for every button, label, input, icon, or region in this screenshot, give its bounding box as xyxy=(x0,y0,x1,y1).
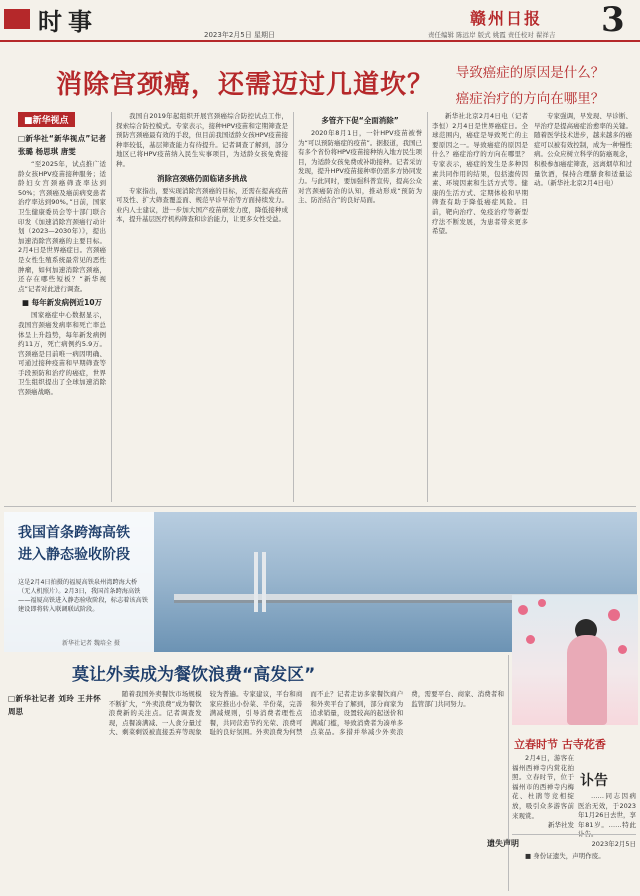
spring-credit: 新华社发 xyxy=(548,821,574,830)
lead-column-5 xyxy=(534,112,632,502)
feature-body xyxy=(8,690,504,890)
photo-credit: 新华社记者 魏培全 摄 xyxy=(62,640,120,647)
lead-paragraph-7: 专家强调，早发现、早诊断、早治疗是提高癌症治愈率的关键。随着医学技术进步，越来越多的癌症可以被有效控制，成为一种慢性病。公众应树立科学的防癌观念，积极参加癌症筛查，远离烟草和过量饮酒，保持合理膳食和适量运动。（新华社北京2月4日电） xyxy=(534,112,632,188)
lead-paragraph-2: 国家癌症中心数据显示，我国宫颈癌发病率和死亡率总体呈上升趋势，每年新发病例约11万，死亡病例约5.9万。宫颈癌是目前唯一病因明确、可通过接种疫苗和早期筛查等手段预防和治疗的癌症，世界卫生组织提出了全球加速消除宫颈癌战略。 xyxy=(18,311,106,397)
column-divider xyxy=(293,112,294,502)
column-divider xyxy=(111,112,112,502)
lead-paragraph-6: 新华社北京2月4日电（记者李恒）2月4日是世界癌症日。全球范围内，癌症是导致死亡的主要原因之一。导致癌症的原因是什么？癌症治疗的方向在哪里？专家表示，癌症的发生是多种因素共同作用的结果，包括遗传因素、环境因素和生活方式等。健康的生活方式、定期体检和早期筛查有助于降低癌症风险。目前，靶向治疗、免疫治疗等新型疗法不断发展，为患者带来更多希望。 xyxy=(432,112,528,236)
side-headline xyxy=(430,60,630,112)
spring-photo xyxy=(512,595,638,725)
lead-subhead-2: 消除宫颈癌仍面临诸多挑战 xyxy=(157,173,247,183)
blossom xyxy=(618,645,627,654)
lead-paragraph-3: 我国自2019年起组织开展宫颈癌综合防控试点工作，探索综合防控模式。专家表示，接种HPV疫苗和定期筛查是预防宫颈癌最有效的手段，但目前我国适龄女孩HPV疫苗接种率较低，基层筛查能力有待提升。记者调查了解到，部分地区已将HPV疫苗纳入民生实事项目，为适龄女孩免费接种。 xyxy=(116,112,288,168)
section-divider xyxy=(4,506,636,507)
notice-text: ■ 身份证遗失，声明作废。 xyxy=(525,852,605,860)
lead-paragraph-5: 2020年8月1日，一针HPV疫苗被誉为“可以预防癌症的疫苗”。据报道，我国已有多个省份将HPV疫苗接种纳入地方民生项目，为适龄女孩免费或补助接种。记者采访发现，提升HPV疫苗接种率仍需多方协同发力。与此同时，要加强科普宣传，提高公众对宫颈癌防治的认知，推动形成“预防为主、防治结合”的良好局面。 xyxy=(298,129,422,205)
bridge-tower xyxy=(262,552,266,612)
side-headline-line1: 导致癌症的原因是什么？ xyxy=(455,65,605,81)
spring-headline: 立春时节 古寺花香 xyxy=(514,738,606,751)
spring-caption-block xyxy=(512,754,574,844)
lead-subhead-1: ■ 每年新发病例近10万 xyxy=(21,298,103,308)
photo-headline-line2: 进入静态验收阶段 xyxy=(18,547,130,563)
lead-headline: 消除宫颈癌，还需迈过几道坎？ xyxy=(56,70,435,100)
lead-paragraph-1: “至2025年，试点推广适龄女孩HPV疫苗接种服务；适龄妇女宫颈癌筛查率达到50%；宫颈癌及癌前病变患者治疗率达到90%。”日前，国家卫生健康委员会等十部门联合印发《加速消除宫颈癌行动计划（2023—2030年）》，提出加速消除宫颈癌的主要目标。2月4日是世界癌症日。宫颈癌是女性生殖系统最常见的恶性肿瘤，如何加速消除宫颈癌，还存在哪些短板？“新华视点”记者对此进行调查。 xyxy=(18,160,106,293)
lead-byline: □新华社“新华视点”记者 张璐 杨思琪 唐雯 xyxy=(18,134,106,156)
photo-headline-line1: 我国首条跨海高铁 xyxy=(18,525,130,541)
blossom xyxy=(608,609,620,621)
lead-column-1 xyxy=(18,130,106,500)
blossom xyxy=(538,599,546,607)
lead-column-3 xyxy=(298,112,422,502)
section-divider xyxy=(512,834,636,835)
feature-paragraph: 随着我国外卖餐饮市场规模不断扩大，“外卖浪费”成为餐饮浪费新的关注点。记者调查发现，点餐凑满减、一人食分量过大、剩菜剩饭被直接丢弃等现象较为普遍。专家建议，平台和商家应推出小份菜、半份菜，完善满减规则，引导消费者理性点餐，共同营造节约光荣、浪费可耻的良好氛围。外卖浪费为何禁而不止？记者走访多家餐饮商户和外卖平台了解到，部分商家为追求销量，设置较高的起送价和满减门槛，导致消费者为凑单多点菜品。多措并举减少外卖浪费，需要平台、商家、消费者和监管部门共同努力。 xyxy=(108,690,504,737)
bridge-tower xyxy=(254,552,258,612)
issue-date: 2023年2月5日 星期日 xyxy=(204,31,275,39)
section-marker xyxy=(4,9,30,29)
page-number: 3 xyxy=(601,0,625,40)
lead-subhead-3: 多管齐下促“全面消除” xyxy=(321,116,399,125)
visitor-figure xyxy=(567,635,607,725)
spring-caption: 2月4日，游客在福州西禅寺内赏花拍照。立春时节，位于福州市的西禅寺内梅花、杜鹃等竞相绽放，吸引众多游客前来观赏。 xyxy=(512,754,574,820)
notice-block xyxy=(512,852,636,892)
blossom xyxy=(526,635,535,644)
obituary-text: ……同志因病医治无效，于2023年1月26日去世，享年81岁。……特此 xyxy=(578,792,636,829)
page-header xyxy=(0,0,640,42)
editor-credits: 责任编辑 陈远岸 版式 姚霞 责任校对 翟祥吉 xyxy=(428,31,556,39)
obituary-title: 讣告 xyxy=(580,773,608,789)
photo-headline xyxy=(18,522,130,566)
blossom xyxy=(518,605,528,615)
lead-column-2 xyxy=(116,112,288,502)
section-title: 时事 xyxy=(38,7,98,36)
newspaper-logo: 赣州日报 xyxy=(470,9,543,28)
feature-byline: □新华社记者 刘玲 王井怀 周思 xyxy=(8,694,101,716)
lead-column-4 xyxy=(432,112,528,502)
photo-caption-box xyxy=(4,512,154,652)
notice-title: 遗失声明 xyxy=(487,839,519,848)
obituary-block xyxy=(578,792,636,852)
photo-caption: 这是2月4日拍摄的福厦高铁泉州湾跨海大桥（无人机照片）。2月3日，我国首条跨海高铁——福厦高铁进入静态验收阶段，标志着该高铁建设即将转入联调联试阶段。 xyxy=(18,579,148,613)
column-divider xyxy=(508,655,509,891)
feature-headline: 莫让外卖成为餐饮浪费“高发区” xyxy=(72,665,316,685)
xinhua-tag: ■新华视点 xyxy=(18,112,75,127)
column-divider xyxy=(427,112,428,502)
side-headline-line2: 癌症治疗的方向在哪里？ xyxy=(455,91,605,107)
lead-paragraph-4: 专家指出，要实现消除宫颈癌的目标，还需在提高疫苗可及性、扩大筛查覆盖面、规范早诊早治等方面持续发力。业内人士建议，进一步加大国产疫苗研发力度，降低接种成本，提升基层医疗机构筛查和诊治能力，让更多女性受益。 xyxy=(116,186,288,224)
obituary-date: 2023年2月5日 xyxy=(591,839,636,848)
